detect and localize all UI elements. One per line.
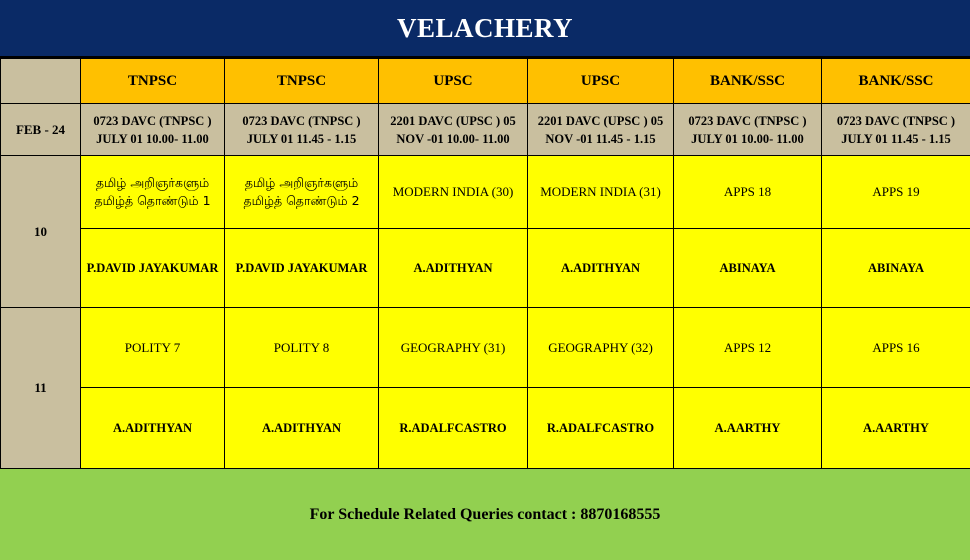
- batch-time: JULY 01 11.45 - 1.15: [841, 131, 951, 146]
- subject-line: தமிழ்த் தொண்டும் 1: [94, 193, 211, 208]
- batch-time: NOV -01 11.45 - 1.15: [545, 131, 656, 146]
- teacher-cell: A.ADITHYAN: [528, 229, 674, 308]
- batch-time: JULY 01 11.45 - 1.15: [246, 131, 357, 146]
- teacher-cell: A.ADITHYAN: [81, 388, 225, 469]
- teacher-row: [1, 388, 970, 469]
- batch-time: JULY 01 10.00- 11.00: [96, 131, 209, 146]
- exam-header: BANK/SSC: [674, 59, 822, 104]
- teacher-row: [1, 229, 970, 308]
- exam-header: BANK/SSC: [822, 59, 970, 104]
- subject-cell: [81, 156, 225, 229]
- subject-line: தமிழ் அறிஞர்களும்: [95, 175, 210, 190]
- day-label: 10: [1, 156, 81, 308]
- batch-code: 0723 DAVC (TNPSC ): [688, 113, 807, 128]
- teacher-cell: R.ADALFCASTRO: [379, 388, 528, 469]
- teacher-cell: P.DAVID JAYAKUMAR: [225, 229, 379, 308]
- month-label: FEB - 24: [1, 104, 81, 156]
- exam-header-row: [1, 59, 970, 104]
- contact-footer: For Schedule Related Queries contact : 8870168555: [0, 468, 970, 560]
- batch-row: [1, 104, 970, 156]
- batch-cell: [379, 104, 528, 156]
- batch-cell: [528, 104, 674, 156]
- subject-cell: APPS 12: [674, 308, 822, 388]
- subject-cell: POLITY 8: [225, 308, 379, 388]
- day-label: 11: [1, 308, 81, 469]
- exam-header: TNPSC: [225, 59, 379, 104]
- subject-cell: APPS 16: [822, 308, 970, 388]
- subject-cell: GEOGRAPHY (32): [528, 308, 674, 388]
- subject-cell: APPS 18: [674, 156, 822, 229]
- exam-header: TNPSC: [81, 59, 225, 104]
- subject-cell: MODERN INDIA (31): [528, 156, 674, 229]
- teacher-cell: A.AARTHY: [674, 388, 822, 469]
- subject-cell: APPS 19: [822, 156, 970, 229]
- teacher-cell: A.AARTHY: [822, 388, 970, 469]
- subject-cell: MODERN INDIA (30): [379, 156, 528, 229]
- subject-row: [1, 308, 970, 388]
- subject-line: தமிழ் அறிஞர்களும்: [244, 175, 359, 190]
- batch-cell: [822, 104, 970, 156]
- schedule-table: [0, 58, 970, 469]
- batch-time: NOV -01 10.00- 11.00: [396, 131, 510, 146]
- subject-line: தமிழ்த் தொண்டும் 2: [243, 193, 360, 208]
- teacher-cell: A.ADITHYAN: [379, 229, 528, 308]
- batch-code: 0723 DAVC (TNPSC ): [93, 113, 212, 128]
- subject-cell: POLITY 7: [81, 308, 225, 388]
- exam-header: UPSC: [379, 59, 528, 104]
- teacher-cell: ABINAYA: [822, 229, 970, 308]
- teacher-cell: ABINAYA: [674, 229, 822, 308]
- corner-cell: [1, 59, 81, 104]
- subject-cell: [225, 156, 379, 229]
- batch-cell: [674, 104, 822, 156]
- subject-cell: GEOGRAPHY (31): [379, 308, 528, 388]
- batch-code: 0723 DAVC (TNPSC ): [836, 113, 956, 128]
- branch-title: VELACHERY: [0, 0, 970, 58]
- teacher-cell: A.ADITHYAN: [225, 388, 379, 469]
- batch-code: 0723 DAVC (TNPSC ): [242, 113, 361, 128]
- teacher-cell: R.ADALFCASTRO: [528, 388, 674, 469]
- batch-cell: [81, 104, 225, 156]
- teacher-cell: P.DAVID JAYAKUMAR: [81, 229, 225, 308]
- subject-row: [1, 156, 970, 229]
- exam-header: UPSC: [528, 59, 674, 104]
- batch-cell: [225, 104, 379, 156]
- batch-code: 2201 DAVC (UPSC ) 05: [537, 113, 664, 128]
- batch-code: 2201 DAVC (UPSC ) 05: [390, 113, 516, 128]
- batch-time: JULY 01 10.00- 11.00: [691, 131, 804, 146]
